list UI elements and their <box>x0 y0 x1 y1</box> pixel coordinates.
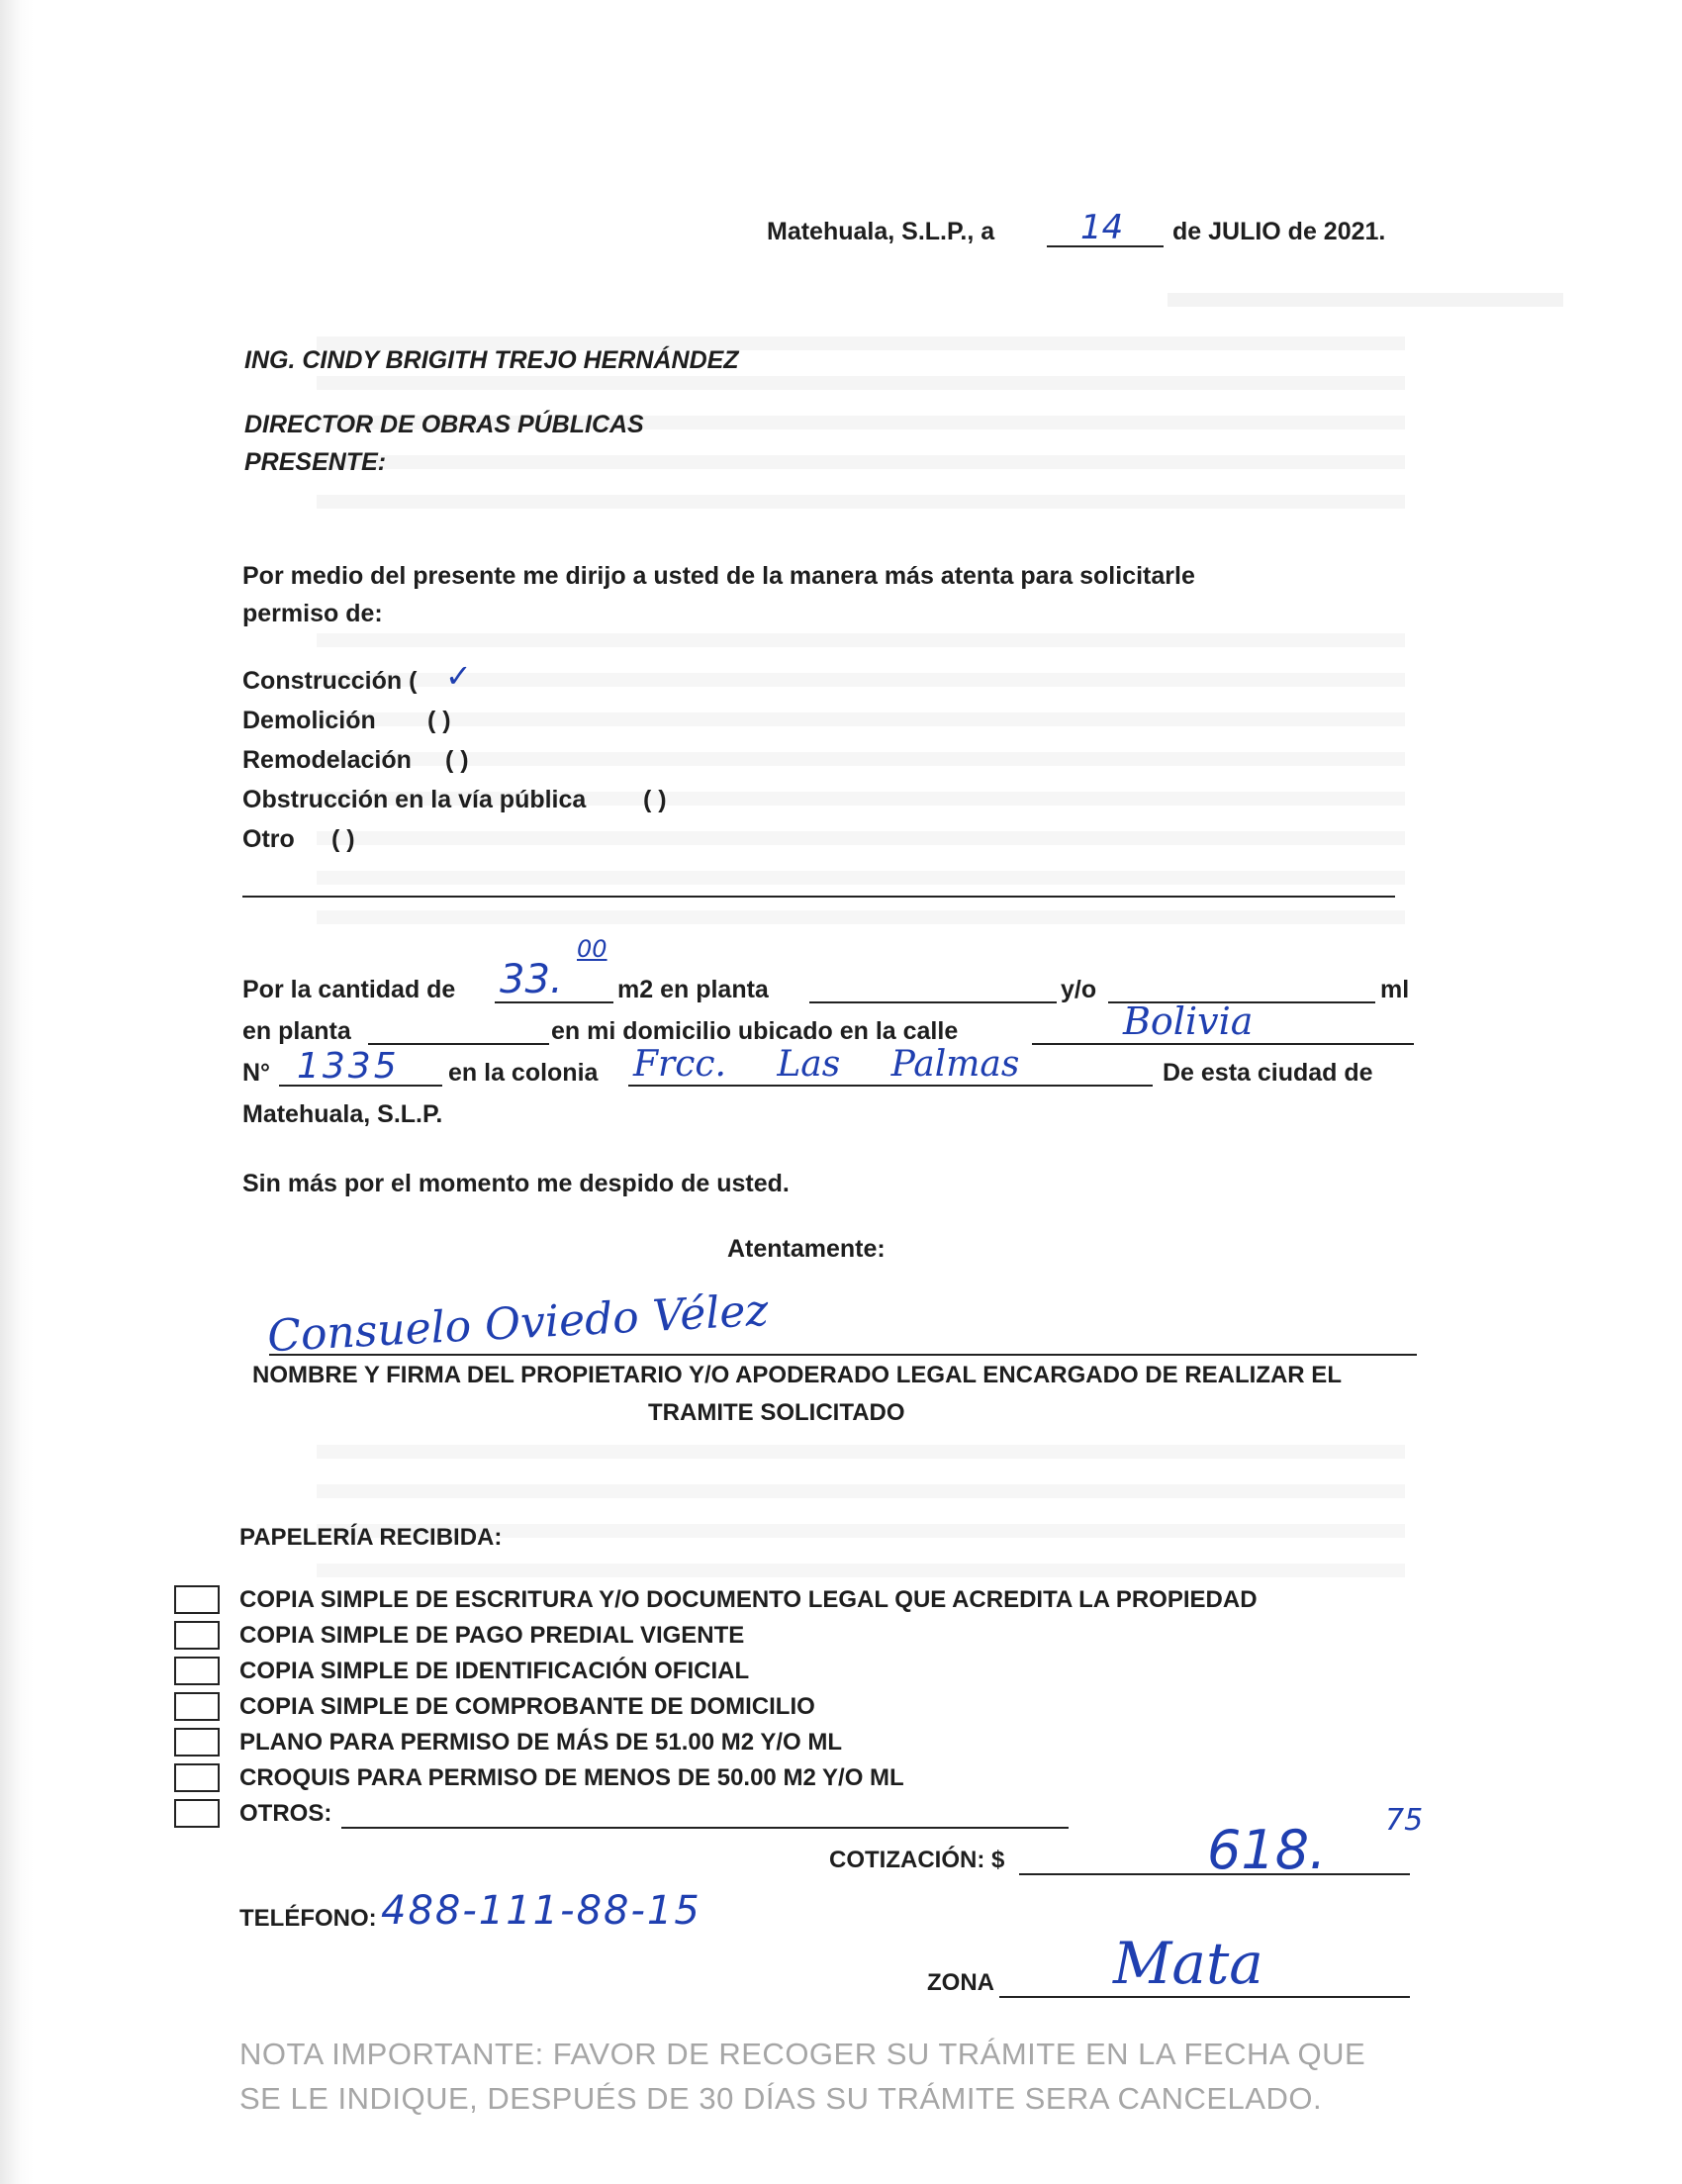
note-line-2: SE LE INDIQUE, DESPUÉS DE 30 DÍAS SU TRÁMITE SERA CANCELADO. <box>239 2081 1323 2116</box>
telefono-value: 488-111-88-15 <box>381 1888 701 1934</box>
paper-checkbox[interactable] <box>174 1728 220 1757</box>
signature-caption-2: TRAMITE SOLICITADO <box>648 1399 905 1426</box>
note-line-1: NOTA IMPORTANTE: FAVOR DE RECOGER SU TRÁMITE EN LA FECHA QUE <box>239 2037 1366 2071</box>
zona-value: Mata <box>1113 1930 1263 1997</box>
quantity-value-sup: 00 <box>577 935 607 963</box>
quantity-yo: y/o <box>1061 976 1097 1003</box>
paper-checkbox[interactable] <box>174 1692 220 1721</box>
otro-line <box>242 896 1395 898</box>
farewell: Sin más por el momento me despido de usted. <box>242 1170 790 1197</box>
paper-item: CROQUIS PARA PERMISO DE MENOS DE 50.00 M2 Y/O ML <box>239 1764 904 1791</box>
paper-item: COPIA SIMPLE DE COMPROBANTE DE DOMICILIO <box>239 1693 815 1720</box>
option-demolicion-box: ( ) <box>427 707 451 734</box>
cotizacion-value: 618. <box>1207 1819 1327 1881</box>
option-demolicion-label: Demolición <box>242 707 376 734</box>
number-label: N° <box>242 1059 271 1087</box>
recipient-title: DIRECTOR DE OBRAS PÚBLICAS <box>244 411 644 438</box>
paper-item: COPIA SIMPLE DE PAGO PREDIAL VIGENTE <box>239 1622 745 1649</box>
paper-item: COPIA SIMPLE DE ESCRITURA Y/O DOCUMENTO LEGAL QUE ACREDITA LA PROPIEDAD <box>239 1586 1258 1613</box>
paper-checkbox[interactable] <box>174 1621 220 1650</box>
paper-checkbox[interactable] <box>174 1763 220 1792</box>
quantity-value: 33. <box>500 957 563 1002</box>
atentamente: Atentamente: <box>727 1235 886 1263</box>
day-handwritten: 14 <box>1080 208 1124 247</box>
recipient-presente: PRESENTE: <box>244 448 387 476</box>
otros-line <box>341 1827 1069 1829</box>
option-obstruccion-label: Obstrucción en la vía pública <box>242 786 587 813</box>
paper-checkbox[interactable] <box>174 1585 220 1614</box>
option-construccion-label: Construcción ( <box>242 667 418 695</box>
colonia-value: Frcc. Las Palmas <box>633 1044 1020 1085</box>
intro-line-1: Por medio del presente me dirijo a usted de la manera más atenta para solicitarle <box>242 562 1195 590</box>
quantity-unit: m2 en planta <box>617 976 769 1003</box>
planta-label: en planta <box>242 1017 351 1045</box>
paper-item: PLANO PARA PERMISO DE MÁS DE 51.00 M2 Y/O ML <box>239 1729 842 1756</box>
option-otro-label: Otro <box>242 825 295 853</box>
papers-heading: PAPELERÍA RECIBIDA: <box>239 1524 503 1551</box>
planta2-line <box>368 1043 549 1045</box>
paper-checkbox[interactable] <box>174 1657 220 1685</box>
option-remodelacion-box: ( ) <box>445 746 469 774</box>
paper-checkbox[interactable] <box>174 1799 220 1828</box>
domicilio-label: en mi domicilio ubicado en la calle <box>551 1017 959 1045</box>
colonia-line <box>628 1085 1153 1087</box>
street-line <box>1032 1043 1414 1045</box>
street-value: Bolivia <box>1123 999 1254 1043</box>
cotizacion-value-sup: 75 <box>1385 1803 1424 1838</box>
option-remodelacion-label: Remodelación <box>242 746 412 774</box>
paper-item: OTROS: <box>239 1800 332 1827</box>
zona-label: ZONA <box>927 1969 994 1996</box>
signature-line <box>269 1354 1417 1356</box>
colonia-label: en la colonia <box>448 1059 599 1087</box>
cotizacion-label: COTIZACIÓN: $ <box>829 1847 1005 1873</box>
recipient-name: ING. CINDY BRIGITH TREJO HERNÁNDEZ <box>244 346 739 374</box>
quantity-ml: ml <box>1380 976 1410 1003</box>
option-obstruccion-box: ( ) <box>643 786 667 813</box>
option-otro-box: ( ) <box>331 825 355 853</box>
number-value: 1335 <box>297 1046 400 1087</box>
signature: Consuelo Oviedo Vélez <box>266 1284 770 1363</box>
option-construccion-mark: ✓ <box>445 657 472 695</box>
date-suffix: de JULIO de 2021. <box>1172 218 1386 245</box>
telefono-label: TELÉFONO: <box>239 1905 377 1932</box>
place-date-prefix: Matehuala, S.L.P., a <box>767 218 995 245</box>
scan-edge <box>0 0 34 2184</box>
signature-caption-1: NOMBRE Y FIRMA DEL PROPIETARIO Y/O APODERADO LEGAL ENCARGADO DE REALIZAR EL <box>252 1362 1342 1388</box>
city-suffix: De esta ciudad de <box>1163 1059 1373 1087</box>
city-name: Matehuala, S.L.P. <box>242 1100 443 1128</box>
intro-line-2: permiso de: <box>242 600 383 627</box>
quantity-prefix: Por la cantidad de <box>242 976 456 1003</box>
planta-line <box>809 1001 1057 1003</box>
paper-item: COPIA SIMPLE DE IDENTIFICACIÓN OFICIAL <box>239 1658 750 1684</box>
